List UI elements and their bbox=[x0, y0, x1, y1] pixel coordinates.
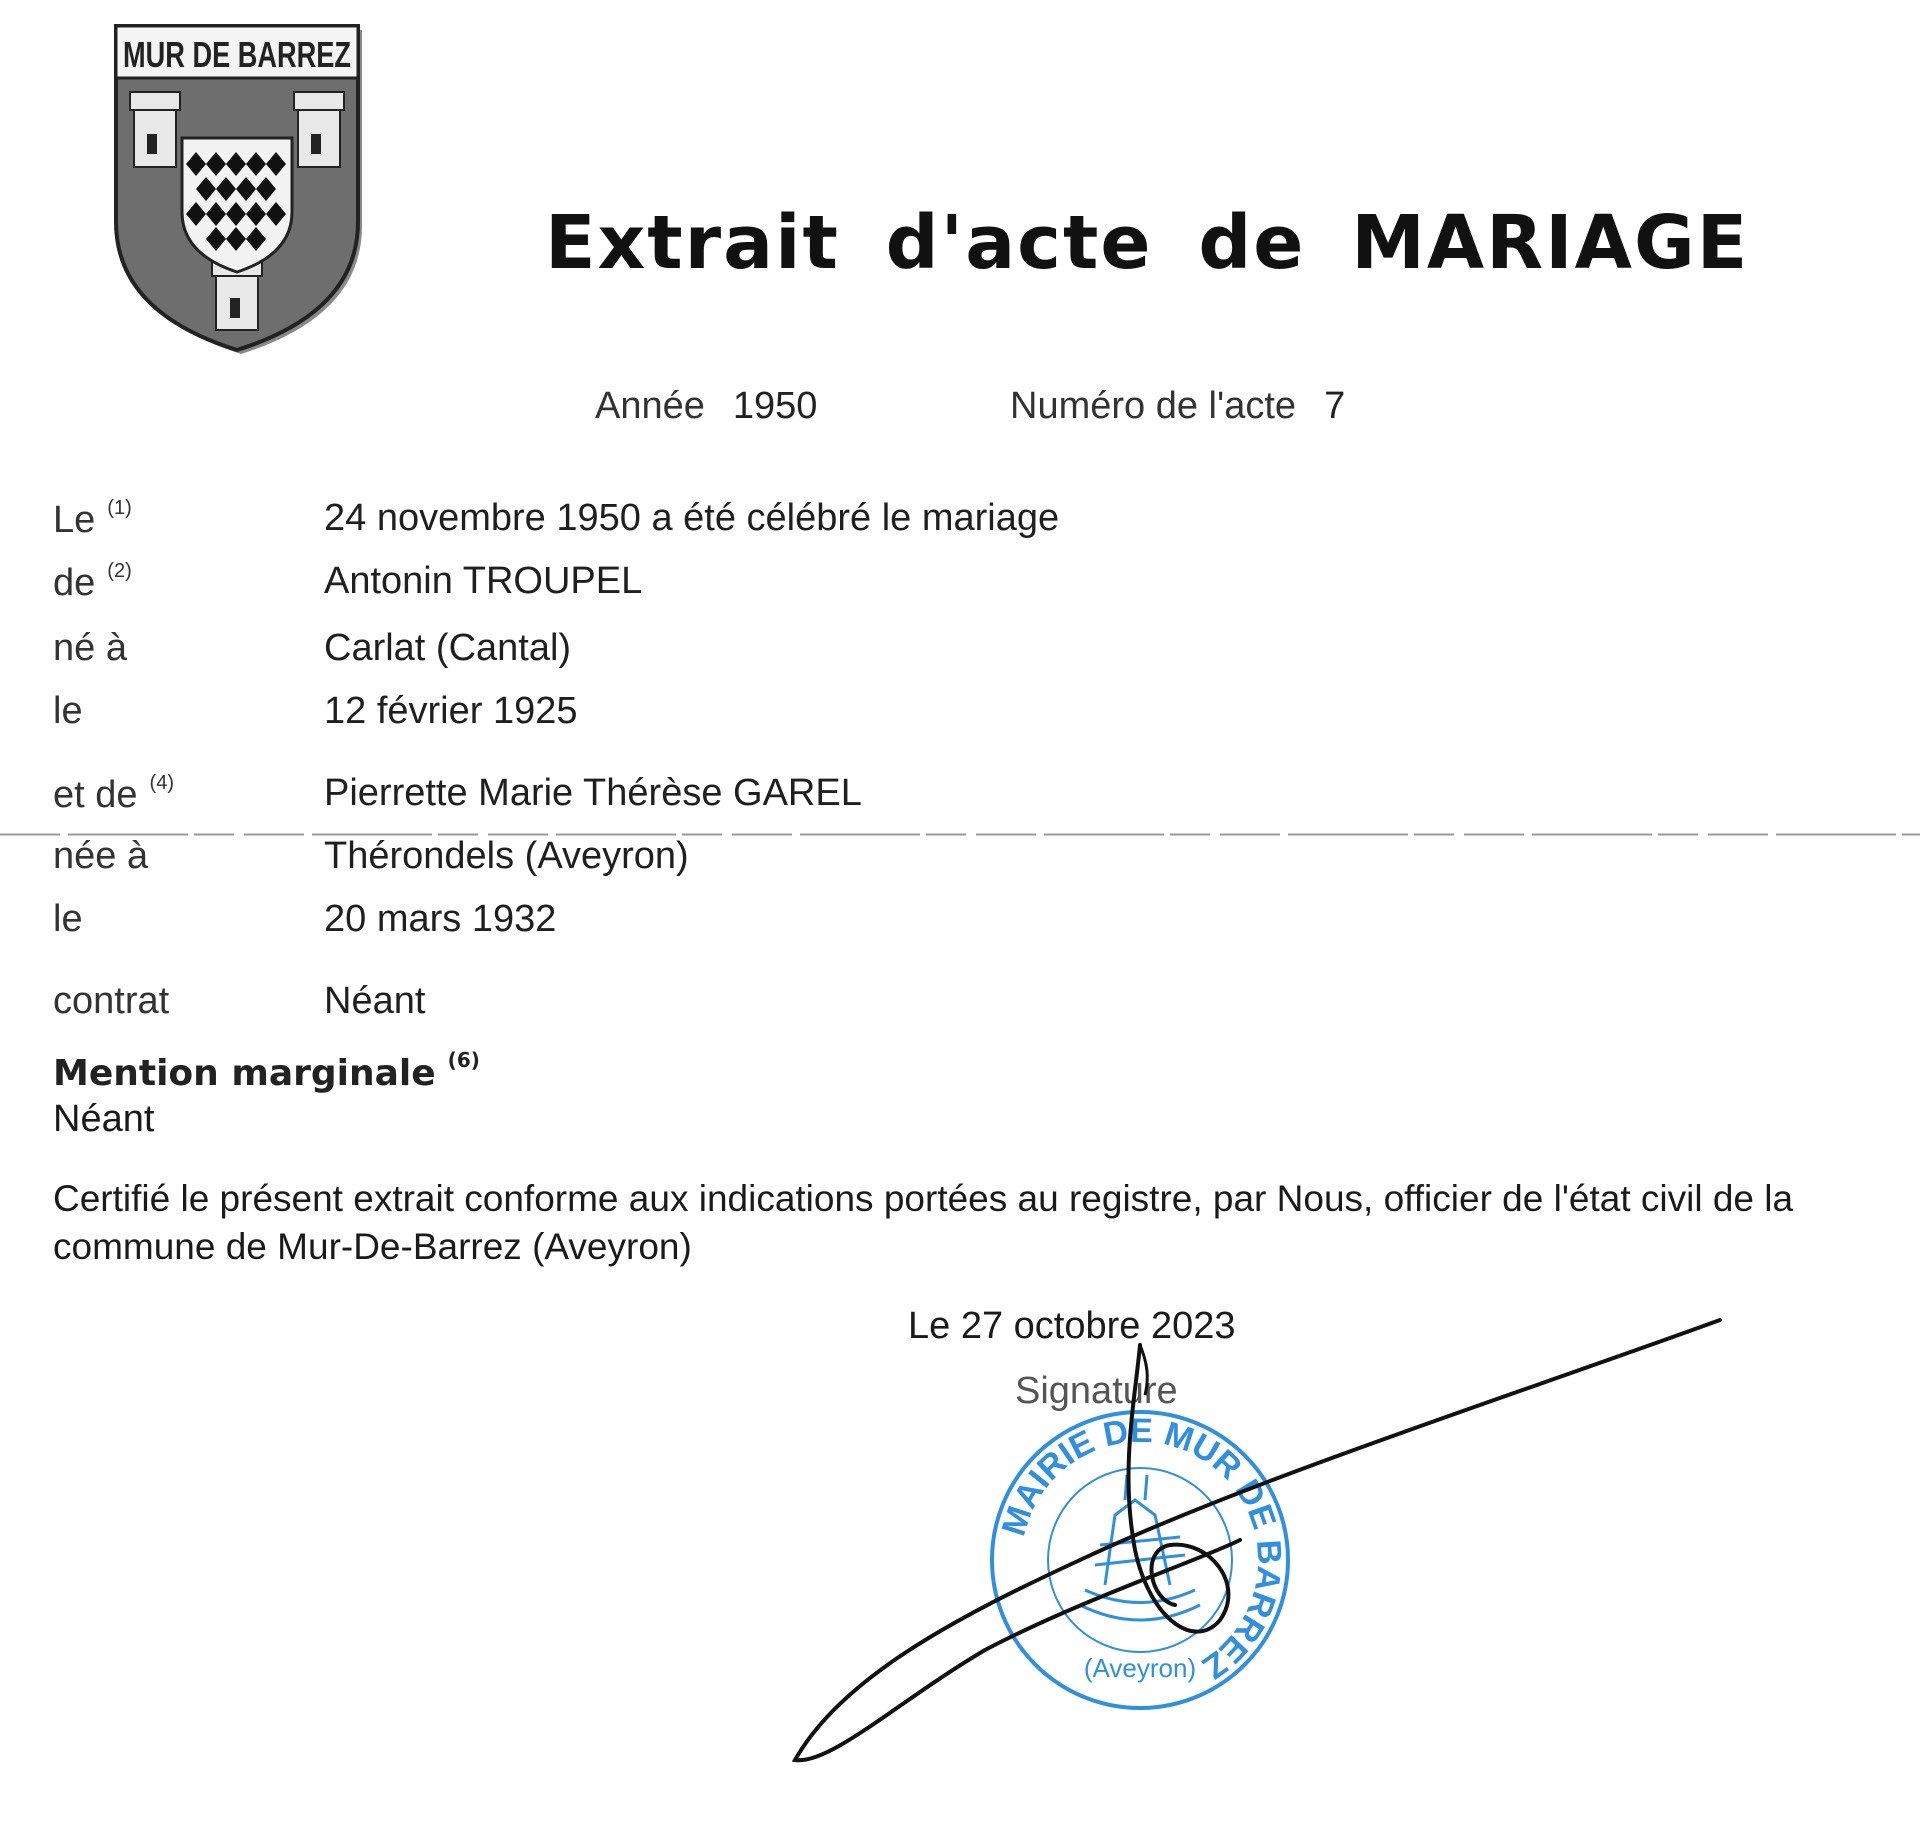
field-label: le bbox=[53, 898, 83, 940]
field-label: de $^{(2)}$ bbox=[53, 560, 132, 604]
signature-date: Le 27 octobre 2023 bbox=[908, 1305, 1236, 1347]
field-value-husband-birthplace: Carlat (Cantal) bbox=[324, 627, 572, 669]
stamp-emblem-icon bbox=[1080, 1475, 1200, 1620]
coat-of-arms-logo bbox=[112, 22, 362, 354]
marginal-mention-value: Néant bbox=[53, 1098, 155, 1140]
field-label: Le $^{(1)}$ bbox=[53, 497, 132, 541]
footnote-ref: (4) bbox=[149, 772, 174, 794]
year-block bbox=[595, 385, 817, 428]
official-stamp bbox=[985, 1405, 1295, 1715]
scan-artifact-line bbox=[0, 833, 1920, 836]
act-number-value: 7 bbox=[1324, 385, 1346, 427]
crest-label: MUR DE BARREZ bbox=[123, 34, 351, 75]
year-value: 1950 bbox=[732, 385, 818, 427]
signature-label: Signature bbox=[1015, 1370, 1178, 1412]
footnote-ref: (2) bbox=[107, 560, 132, 582]
field-value-contract: Néant bbox=[324, 980, 426, 1022]
document-title: Extrait d'acte de MARIAGE bbox=[545, 200, 1750, 286]
field-label: né à bbox=[53, 627, 127, 669]
year-label: Année bbox=[595, 385, 705, 427]
stamp-subtext: (Aveyron) bbox=[1083, 1653, 1197, 1683]
stamp-text: MAIRIE DE MUR DE BARREZ bbox=[994, 1411, 1289, 1687]
field-label: née à bbox=[53, 835, 149, 877]
field-value-husband-birthdate: 12 février 1925 bbox=[324, 690, 578, 732]
field-label: le bbox=[53, 690, 83, 732]
marginal-mention-heading: Mention marginale $^{(6)}$ bbox=[53, 1048, 480, 1094]
footnote-ref: (1) bbox=[107, 497, 132, 519]
act-number-label: Numéro de l'acte bbox=[1010, 385, 1297, 427]
certification-text: Certifié le présent extrait conforme aux indications portées au registre, par Nous, officier de l'état civil de la commune de Mur-De-Barrez (Aveyron) bbox=[53, 1178, 1794, 1267]
field-value-wife-birthplace: Thérondels (Aveyron) bbox=[324, 835, 689, 877]
footnote-ref: (6) bbox=[447, 1048, 480, 1072]
field-label: contrat bbox=[53, 980, 170, 1022]
field-label: et de $^{(4)}$ bbox=[53, 772, 174, 816]
field-value-wife-name: Pierrette Marie Thérèse GAREL bbox=[324, 772, 862, 814]
field-value-wife-birthdate: 20 mars 1932 bbox=[324, 898, 557, 940]
field-value-husband-name: Antonin TROUPEL bbox=[324, 560, 643, 602]
act-number-block bbox=[1010, 385, 1345, 428]
field-value-marriage-date: 24 novembre 1950 a été célébré le mariage bbox=[324, 497, 1060, 539]
